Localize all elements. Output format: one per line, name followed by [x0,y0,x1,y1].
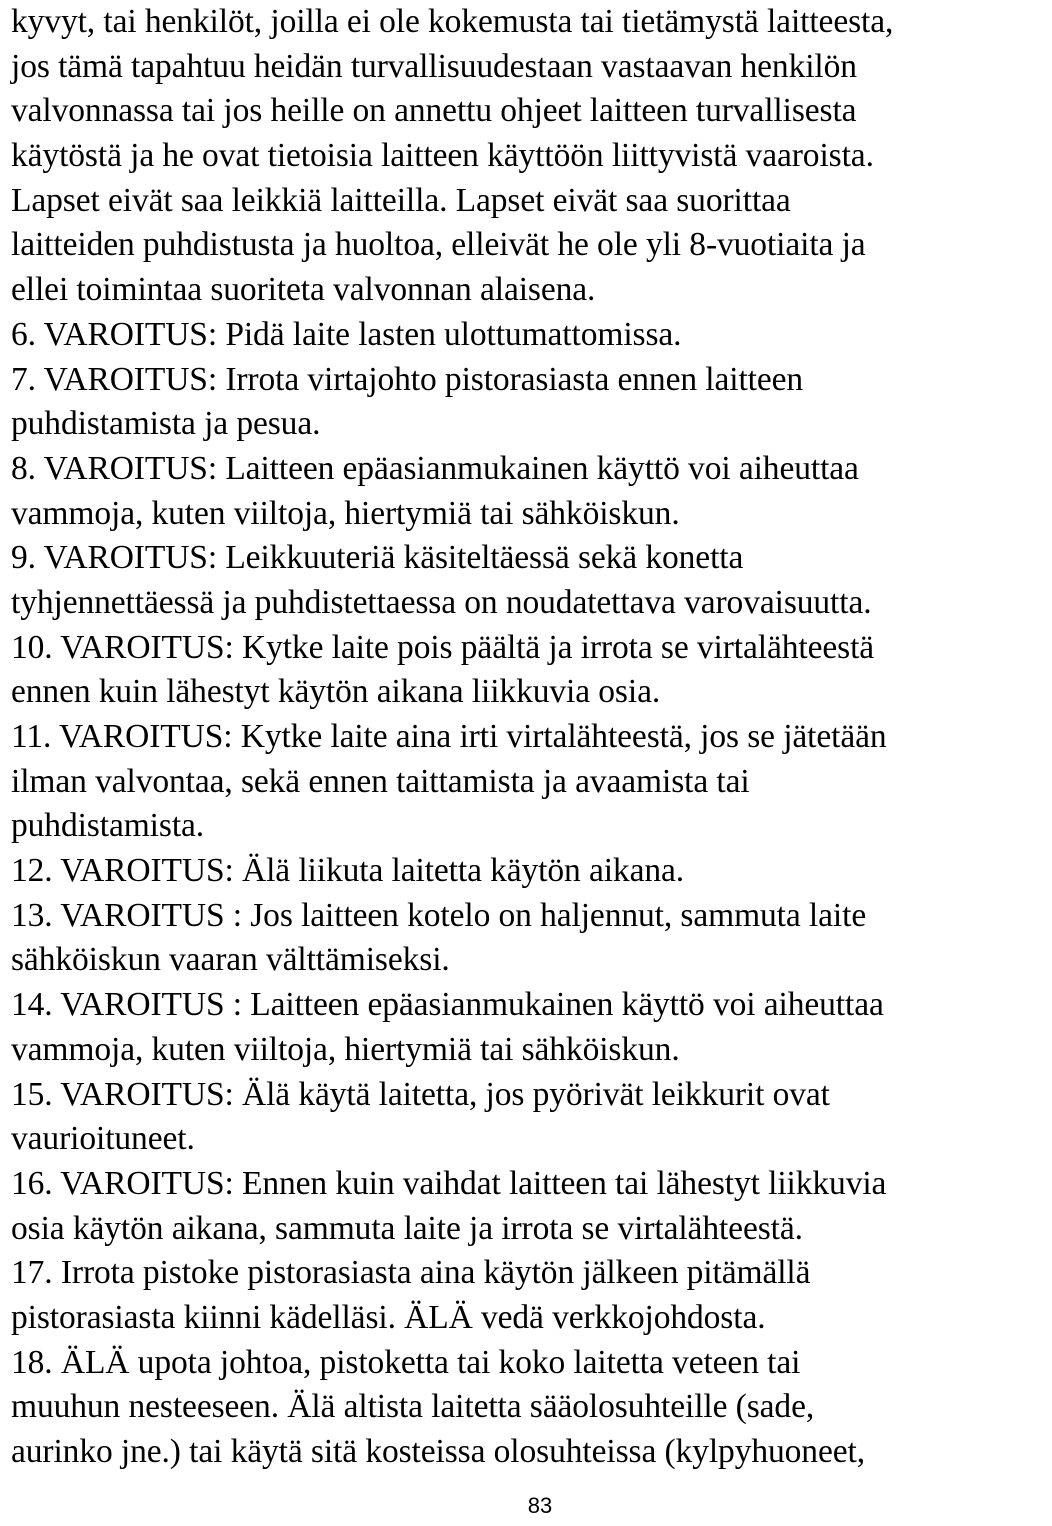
text-line: kyvyt, tai henkilöt, joilla ei ole kokemusta tai tietämystä laitteesta, [11,3,894,40]
text-line: Lapset eivät saa leikkiä laitteilla. Lapset eivät saa suorittaa [11,181,791,219]
instruction-18-cont: muuhun nesteeseen. Älä altista laitetta sääolosuhteille (sade, [11,1388,815,1426]
warning-11-cont: puhdistamista. [11,807,205,845]
warning-6: 6. VAROITUS: Pidä laite lasten ulottumattomissa. [11,315,682,353]
warning-8: 8. VAROITUS: Laitteen epäasianmukainen käyttö voi aiheuttaa [11,449,859,487]
text-line: valvonnassa tai jos heille on annettu ohjeet laitteen turvallisesta [11,92,857,130]
warning-13: 13. VAROITUS : Jos laitteen kotelo on haljennut, sammuta laite [11,896,867,934]
instruction-17: 17. Irrota pistoke pistorasiasta aina käytön jälkeen pitämällä [11,1254,811,1292]
warning-7: 7. VAROITUS: Irrota virtajohto pistorasiasta ennen laitteen [11,360,804,398]
warning-15: 15. VAROITUS: Älä käytä laitetta, jos pyörivät leikkurit ovat [11,1075,830,1113]
page-number: 83 [527,1493,553,1518]
document-page [11,0,1051,1475]
instruction-18: 18. ÄLÄ upota johtoa, pistoketta tai koko laitetta veteen tai [11,1343,801,1381]
warning-13-cont: sähköiskun vaaran välttämiseksi. [11,941,450,979]
warning-16: 16. VAROITUS: Ennen kuin vaihdat laitteen tai lähestyt liikkuvia [11,1164,887,1202]
warning-11-cont: ilman valvontaa, sekä ennen taittamista ja avaamista tai [11,762,750,800]
warning-15-cont: vaurioituneet. [11,1120,195,1158]
warning-14: 14. VAROITUS : Laitteen epäasianmukainen käyttö voi aiheuttaa [11,986,884,1024]
warning-10: 10. VAROITUS: Kytke laite pois päältä ja irrota se virtalähteestä [11,628,875,666]
warning-8-cont: vammoja, kuten viiltoja, hiertymiä tai sähköiskun. [11,494,680,532]
instruction-17-cont: pistorasiasta kiinni kädelläsi. ÄLÄ vedä verkkojohdosta. [11,1298,766,1336]
warning-9-cont: tyhjennettäessä ja puhdistettaessa on noudatettava varovaisuutta. [11,583,872,621]
warning-11: 11. VAROITUS: Kytke laite aina irti virtalähteestä, jos se jätetään [11,718,887,755]
warning-7-cont: puhdistamista ja pesua. [11,405,321,443]
text-line: jos tämä tapahtuu heidän turvallisuudestaan vastaavan henkilön [11,47,857,85]
text-line: laitteiden puhdistusta ja huoltoa, elleivät he ole yli 8-vuotiaita ja [11,226,866,264]
instruction-18-cont: aurinko jne.) tai käytä sitä kosteissa olosuhteissa (kylpyhuoneet, [11,1433,865,1470]
warning-10-cont: ennen kuin lähestyt käytön aikana liikkuvia osia. [11,673,661,711]
warning-12: 12. VAROITUS: Älä liikuta laitetta käytön aikana. [11,852,685,890]
warning-16-cont: osia käytön aikana, sammuta laite ja irrota se virtalähteestä. [11,1209,803,1247]
warning-14-cont: vammoja, kuten viiltoja, hiertymiä tai sähköiskun. [11,1030,680,1068]
text-line: ellei toimintaa suoriteta valvonnan alaisena. [11,271,596,309]
warning-9: 9. VAROITUS: Leikkuuteriä käsiteltäessä sekä konetta [11,539,744,577]
text-line: käytöstä ja he ovat tietoisia laitteen käyttöön liittyvistä vaaroista. [11,137,874,175]
